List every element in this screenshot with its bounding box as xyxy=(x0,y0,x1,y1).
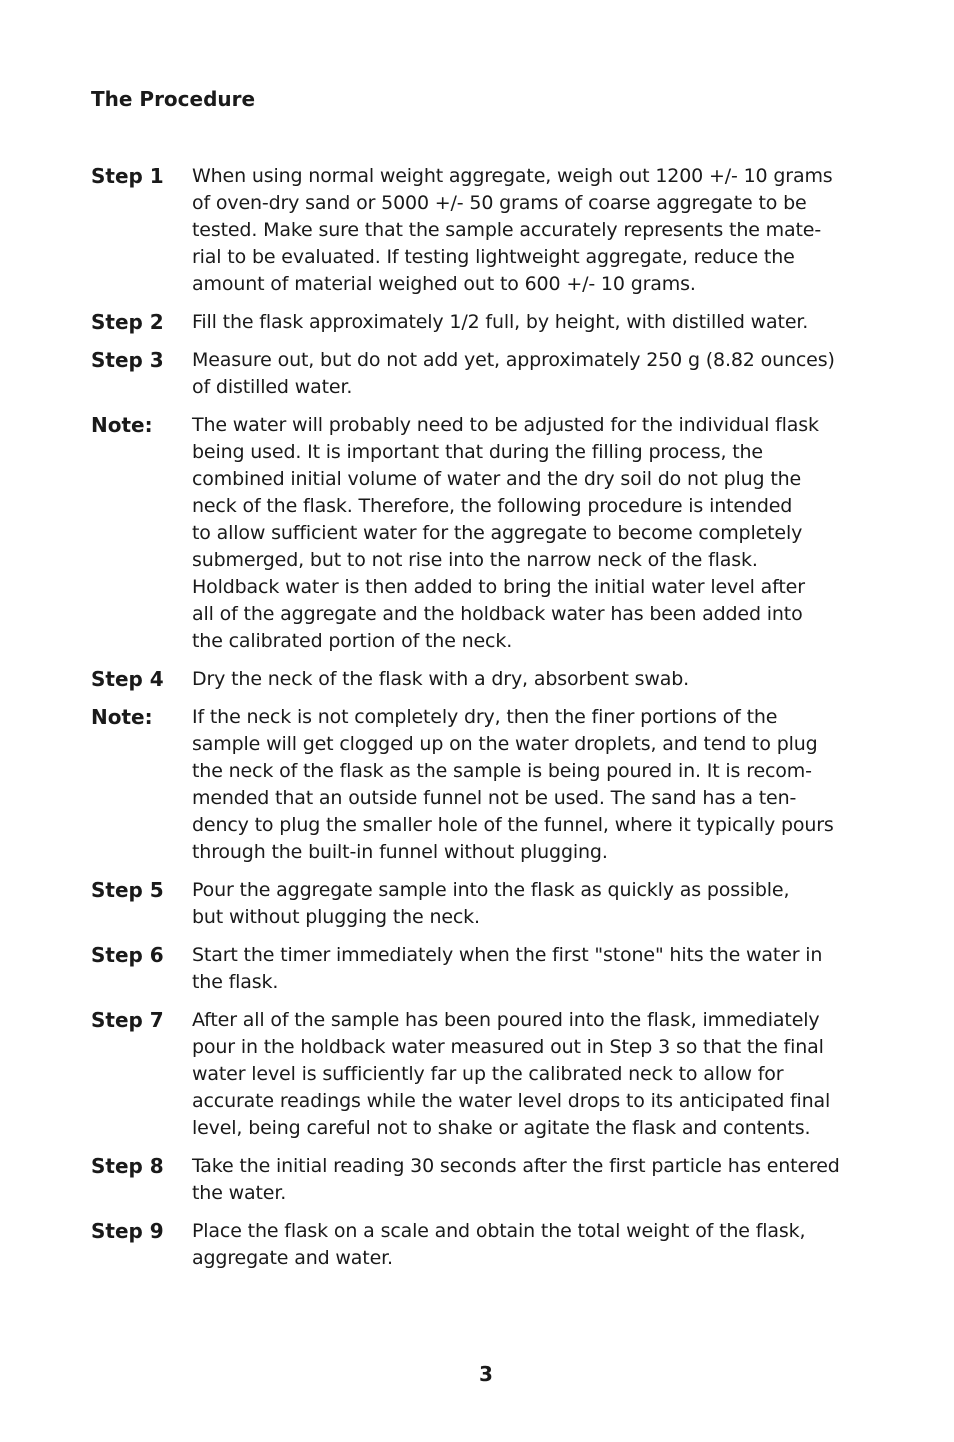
text-line: the water. xyxy=(192,1182,287,1204)
step-9 xyxy=(91,1218,891,1272)
step-label: Step 7 xyxy=(91,1008,164,1032)
step-text xyxy=(192,666,891,693)
note-text xyxy=(192,704,891,866)
step-text xyxy=(192,347,891,401)
text-line: of distilled water. xyxy=(192,376,353,398)
step-label: Step 4 xyxy=(91,667,164,691)
text-line: all of the aggregate and the holdback water has been added into xyxy=(192,603,803,625)
page-number: 3 xyxy=(479,1362,493,1386)
text-line: Holdback water is then added to bring the initial water level after xyxy=(192,576,805,598)
text-line: level, being careful not to shake or agitate the flask and contents. xyxy=(192,1117,811,1139)
step-text xyxy=(192,1153,891,1207)
step-3 xyxy=(91,347,891,401)
text-line: mended that an outside funnel not be used. The sand has a ten- xyxy=(192,787,797,809)
text-line: Measure out, but do not add yet, approximately 250 g (8.82 ounces) xyxy=(192,349,835,371)
procedure-steps xyxy=(91,163,891,1283)
text-line: the flask. xyxy=(192,971,279,993)
note-water-adjustment xyxy=(91,412,891,655)
step-text xyxy=(192,942,891,996)
step-label: Step 1 xyxy=(91,164,164,188)
step-8 xyxy=(91,1153,891,1207)
text-line: submerged, but to not rise into the narrow neck of the flask. xyxy=(192,549,758,571)
text-line: to allow sufficient water for the aggregate to become completely xyxy=(192,522,803,544)
step-7 xyxy=(91,1007,891,1142)
step-text xyxy=(192,877,891,931)
text-line: Fill the flask approximately 1/2 full, by height, with distilled water. xyxy=(192,311,809,333)
step-label: Step 2 xyxy=(91,310,164,334)
text-line: Pour the aggregate sample into the flask as quickly as possible, xyxy=(192,879,790,901)
text-line: tested. Make sure that the sample accurately represents the mate- xyxy=(192,219,822,241)
note-label: Note: xyxy=(91,705,153,729)
step-4 xyxy=(91,666,891,693)
page-title: The Procedure xyxy=(91,87,256,111)
note-label: Note: xyxy=(91,413,153,437)
step-label: Step 8 xyxy=(91,1154,164,1178)
text-line: pour in the holdback water measured out in Step 3 so that the final xyxy=(192,1036,824,1058)
step-label: Step 6 xyxy=(91,943,164,967)
text-line: rial to be evaluated. If testing lightweight aggregate, reduce the xyxy=(192,246,795,268)
text-line: through the built-in funnel without plugging. xyxy=(192,841,608,863)
text-line: Place the flask on a scale and obtain the total weight of the flask, xyxy=(192,1220,806,1242)
step-text xyxy=(192,309,891,336)
step-2 xyxy=(91,309,891,336)
text-line: Take the initial reading 30 seconds after the first particle has entered xyxy=(192,1155,840,1177)
step-label: Step 9 xyxy=(91,1219,164,1243)
step-5 xyxy=(91,877,891,931)
step-6 xyxy=(91,942,891,996)
text-line: Dry the neck of the flask with a dry, absorbent swab. xyxy=(192,668,690,690)
step-text xyxy=(192,1218,891,1272)
text-line: dency to plug the smaller hole of the funnel, where it typically pours xyxy=(192,814,834,836)
text-line: neck of the flask. Therefore, the following procedure is intended xyxy=(192,495,793,517)
step-text xyxy=(192,1007,891,1142)
text-line: aggregate and water. xyxy=(192,1247,393,1269)
step-text xyxy=(192,163,891,298)
note-dry-neck xyxy=(91,704,891,866)
text-line: the calibrated portion of the neck. xyxy=(192,630,513,652)
text-line: of oven-dry sand or 5000 +/- 50 grams of coarse aggregate to be xyxy=(192,192,807,214)
text-line: sample will get clogged up on the water droplets, and tend to plug xyxy=(192,733,818,755)
text-line: combined initial volume of water and the dry soil do not plug the xyxy=(192,468,802,490)
text-line: water level is sufficiently far up the calibrated neck to allow for xyxy=(192,1063,784,1085)
note-text xyxy=(192,412,891,655)
step-label: Step 5 xyxy=(91,878,164,902)
text-line: If the neck is not completely dry, then the finer portions of the xyxy=(192,706,778,728)
text-line: amount of material weighed out to 600 +/- 10 grams. xyxy=(192,273,696,295)
text-line: Start the timer immediately when the first "stone" hits the water in xyxy=(192,944,823,966)
text-line: When using normal weight aggregate, weigh out 1200 +/- 10 grams xyxy=(192,165,833,187)
text-line: but without plugging the neck. xyxy=(192,906,480,928)
step-1 xyxy=(91,163,891,298)
text-line: After all of the sample has been poured into the flask, immediately xyxy=(192,1009,820,1031)
text-line: accurate readings while the water level drops to its anticipated final xyxy=(192,1090,831,1112)
text-line: The water will probably need to be adjusted for the individual flask xyxy=(192,414,819,436)
step-label: Step 3 xyxy=(91,348,164,372)
text-line: the neck of the flask as the sample is being poured in. It is recom- xyxy=(192,760,812,782)
text-line: being used. It is important that during the filling process, the xyxy=(192,441,763,463)
